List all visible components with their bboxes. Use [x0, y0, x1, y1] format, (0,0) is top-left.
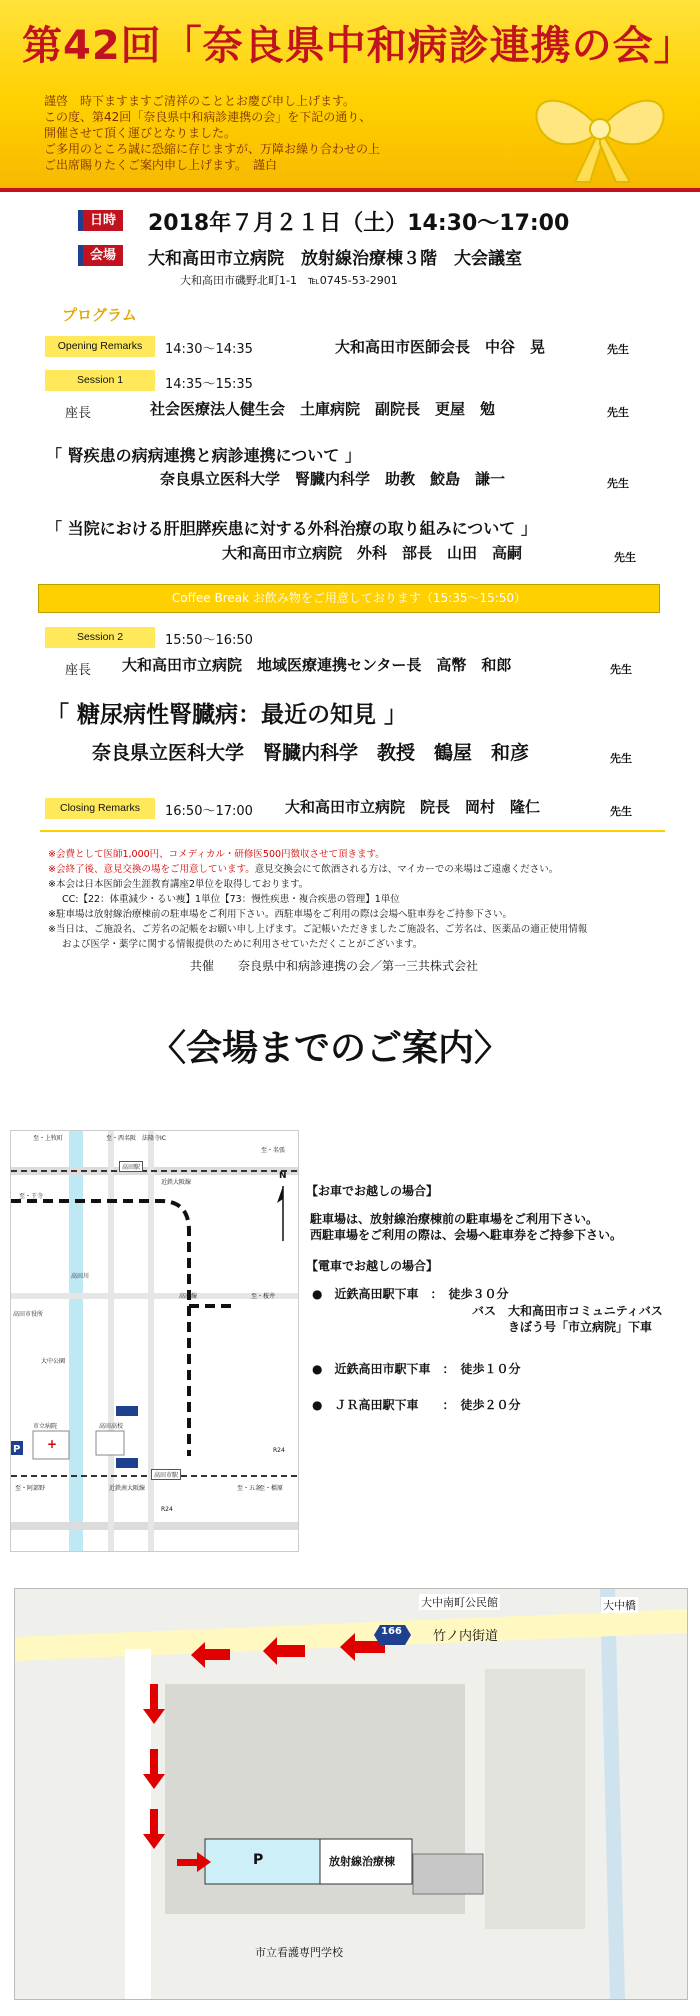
- map2-label-kominkan: 大中南町公民館: [421, 1596, 498, 1609]
- map2-label-building: 放射線治療棟: [329, 1855, 395, 1868]
- note-cc: CC:【22：体重減少・るい痩】1単位【73：慢性疾患・複合疾患の管理】1単位: [62, 894, 400, 905]
- talk2-suffix: 先生: [614, 551, 636, 564]
- session1-chair: 社会医療法人健生会 土庫病院 副院長 更屋 勉: [150, 400, 496, 418]
- train-heading: 【電車でお越しの場合】: [306, 1259, 439, 1273]
- note-reception: [48, 861, 558, 875]
- hospital-map-drawing: [15, 1589, 687, 1999]
- note-credit: ※本会は日本医師会生涯教育講座2単位を取得しております。: [48, 879, 309, 890]
- svg-text:P: P: [13, 1444, 21, 1455]
- map1-label-sakurai: 至・桜井: [251, 1293, 276, 1300]
- map1-label-takada-river: 高田川: [71, 1273, 90, 1280]
- talk2-speaker: 大和高田市立病院 外科 部長 山田 高嗣: [222, 544, 523, 562]
- map1-label-kintetsu-minami: 近鉄南大阪線: [109, 1485, 146, 1492]
- intro-line: ご出席賜りたくご案内申し上げます。 謹白: [44, 158, 278, 172]
- map1-label-takadashi-stn: 高田市駅: [151, 1469, 181, 1480]
- map1-label-oji: 至・王寺: [19, 1193, 44, 1200]
- program-divider: [40, 830, 665, 832]
- map2-label-ohashi: 大中橋: [603, 1599, 636, 1612]
- session1-time: 14:35～15:35: [165, 377, 253, 392]
- header-divider: [0, 188, 700, 192]
- intro-line: 開催させて頂く運びとなりました。: [44, 126, 237, 140]
- map1-label-r24-b: R24: [161, 1506, 173, 1513]
- session1-tag: Session 1: [45, 370, 155, 391]
- note-reception-rest: 意見交換会にて飲酒される方は、マイカーでの来場はご遠慮ください。: [254, 864, 559, 875]
- session2-tag: Session 2: [45, 627, 155, 648]
- datetime-badge: 日時: [78, 210, 123, 231]
- event-venue: 大和高田市立病院 放射線治療棟３階 大会議室: [148, 249, 522, 269]
- opening-speaker: 大和高田市医師会長 中谷 晃: [335, 338, 546, 356]
- coffee-break-bar: Coffee Break お飲み物をご用意しております（15:35～15:50）: [38, 584, 660, 613]
- map2-label-school: 市立看護専門学校: [255, 1946, 343, 1959]
- page-title: 第42回「奈良県中和病診連携の会」: [22, 23, 695, 69]
- map2-label-road: 竹ノ内街道: [433, 1629, 499, 1644]
- header-banner: [0, 0, 700, 188]
- intro-line: 謹啓 時下ますますご清祥のこととお慶び申し上げます。: [44, 94, 356, 108]
- session2-chair: 大和高田市立病院 地域医療連携センター長 高幣 和郎: [122, 656, 512, 674]
- session2-talk-title: 「 糖尿病性腎臓病：最近の知見 」: [46, 702, 408, 728]
- session2-chair-label: 座長: [65, 663, 92, 678]
- map1-label-city-office: 高田市役所: [13, 1311, 44, 1318]
- car-line1: 駐車場は、放射線治療棟前の駐車場をご利用下さい。: [310, 1212, 599, 1226]
- map1-label-jr-line: 高田線: [179, 1293, 198, 1300]
- route-jr-takada: ● ＪＲ高田駅下車 ： 徒歩２０分: [312, 1398, 521, 1412]
- map1-label-kamimaki: 至・上牧町: [33, 1135, 64, 1142]
- map1-label-kintetsu-osaka: 近鉄大阪線: [161, 1179, 192, 1186]
- venue-badge: 会場: [78, 245, 123, 266]
- closing-suffix: 先生: [610, 805, 632, 818]
- opening-suffix: 先生: [607, 343, 629, 356]
- map1-label-r24-a: R24: [273, 1447, 285, 1454]
- note-register-2: および医学・薬学に関する情報提供のために利用させていただくことがございます。: [62, 939, 423, 950]
- map1-label-highschool: 高田高校: [99, 1423, 124, 1430]
- session2-talk-suffix: 先生: [610, 752, 632, 765]
- area-map: [10, 1130, 299, 1552]
- note-fee: ※会費として医師1,000円、コメディカル・研修医500円徴収させて頂きます。: [48, 849, 385, 860]
- closing-time: 16:50～17:00: [165, 804, 253, 819]
- note-reception-red: ※会終了後、意見交換の場をご用意しています。: [48, 864, 255, 875]
- map1-label-kashihara: 至・橿原: [259, 1485, 284, 1492]
- north-icon: N: [279, 1171, 287, 1181]
- route-bus-stop: きぼう号「市立病院」下車: [508, 1320, 653, 1334]
- event-address: 大和高田市磯野北町1-1 ℡0745-53-2901: [180, 274, 398, 287]
- map1-label-asuka: 至・阿部野: [15, 1485, 46, 1492]
- map1-label-nagoya: 至・名張: [261, 1147, 286, 1154]
- opening-tag: Opening Remarks: [45, 336, 155, 357]
- car-line2: 西駐車場をご利用の際は、会場へ駐車券をご持参下さい。: [310, 1228, 623, 1242]
- session2-chair-suffix: 先生: [610, 663, 632, 676]
- intro-line: ご多用のところ誠に恐縮に存じますが、万障お繰り合わせの上: [44, 142, 381, 156]
- map1-label-takada-stn: 高田駅: [119, 1161, 143, 1172]
- event-datetime: 2018年７月２１日（土）14:30～17:00: [148, 211, 570, 236]
- route-kintetsu-takada: ● 近鉄高田駅下車 ： 徒歩３０分: [312, 1287, 509, 1301]
- session1-chair-suffix: 先生: [607, 406, 629, 419]
- closing-speaker: 大和高田市立病院 院長 岡村 隆仁: [285, 798, 541, 816]
- session2-time: 15:50～16:50: [165, 633, 253, 648]
- session1-chair-label: 座長: [65, 406, 92, 421]
- guide-title: 〈会場までのご案内〉: [150, 1028, 511, 1069]
- session2-talk-speaker: 奈良県立医科大学 腎臓内科学 教授 鶴屋 和彦: [92, 742, 530, 764]
- talk1-title: 「 腎疾患の病病連携と病診連携について 」: [46, 446, 361, 465]
- note-register: ※当日は、ご施設名、ご芳名の記帳をお願い申し上げます。ご記帳いただきましたご施設名、ご芳名は、医薬品の適正使用情報: [48, 924, 588, 935]
- talk1-suffix: 先生: [607, 477, 629, 490]
- cohost: 共催 奈良県中和病診連携の会／第一三共株式会社: [190, 959, 479, 973]
- note-parking: ※駐車場は放射線治療棟前の駐車場をご利用下さい。西駐車場をご利用の際は会場へ駐車券をご持参下さい。: [48, 909, 512, 920]
- svg-text:+: +: [47, 1437, 58, 1451]
- parking-icon: P: [253, 1852, 264, 1868]
- route-bus: バス 大和高田市コミュニティバス: [472, 1304, 663, 1318]
- ribbon-bow-image: [520, 74, 680, 184]
- talk1-speaker: 奈良県立医科大学 腎臓内科学 助教 鮫島 謙一: [160, 470, 506, 488]
- closing-tag: Closing Remarks: [45, 798, 155, 819]
- talk2-title: 「 当院における肝胆膵疾患に対する外科治療の取り組みについて 」: [46, 519, 537, 538]
- opening-time: 14:30～14:35: [165, 342, 253, 357]
- program-heading: プログラム: [62, 306, 137, 324]
- route-166-icon: 166: [381, 1626, 402, 1637]
- car-heading: 【お車でお越しの場合】: [306, 1184, 439, 1198]
- hospital-map: [14, 1588, 688, 2000]
- map1-label-nishinameha: 至・西名阪 法隆寺IC: [106, 1135, 166, 1142]
- map1-label-gojo: 至・五条: [237, 1485, 262, 1492]
- intro-line: この度、第42回「奈良県中和病診連携の会」を下記の通り、: [44, 110, 372, 124]
- map1-label-daichu-park: 大中公園: [41, 1358, 66, 1365]
- route-kintetsu-takadashi: ● 近鉄高田市駅下車 ： 徒歩１０分: [312, 1362, 521, 1376]
- map1-label-hospital: 市立病院: [33, 1423, 58, 1430]
